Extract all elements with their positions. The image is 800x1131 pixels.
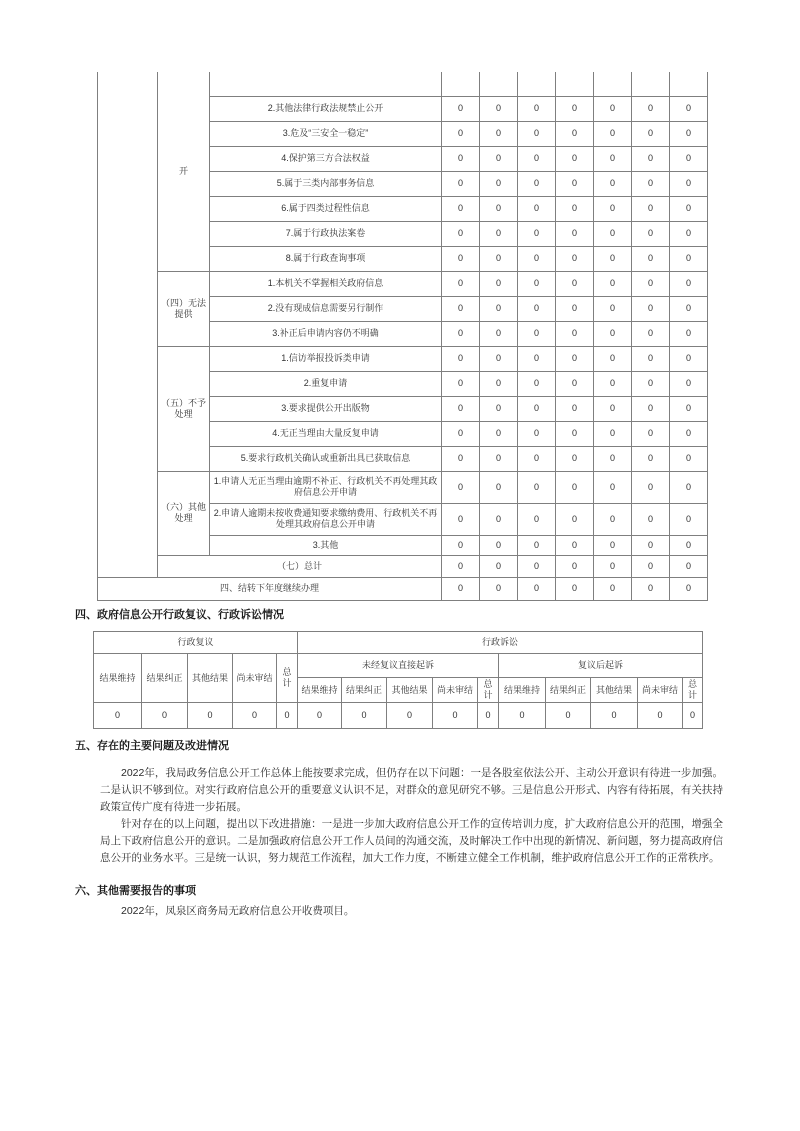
value-cell: 0 <box>683 703 703 729</box>
value-cell: 0 <box>518 535 556 555</box>
value-cell: 0 <box>594 146 632 171</box>
value-cell: 0 <box>480 421 518 446</box>
value-cell: 0 <box>442 96 480 121</box>
value-cell: 0 <box>594 96 632 121</box>
value-cell: 0 <box>594 121 632 146</box>
header-cell: 其他结果 <box>387 678 433 703</box>
value-cell: 0 <box>670 446 708 471</box>
value-cell: 0 <box>480 121 518 146</box>
value-cell: 0 <box>632 146 670 171</box>
header-cell: 结果维持 <box>94 654 142 703</box>
value-cell: 0 <box>594 396 632 421</box>
value-cell: 0 <box>556 96 594 121</box>
value-cell: 0 <box>670 121 708 146</box>
row-label-cell: 1.申请人无正当理由逾期不补正、行政机关不再处理其政府信息公开申请 <box>210 471 442 503</box>
carryover-row-label-cell: 四、结转下年度继续办理 <box>98 577 442 600</box>
value-cell: 0 <box>632 196 670 221</box>
value-cell: 0 <box>556 346 594 371</box>
left-spanning-cell <box>98 72 158 577</box>
value-cell: 0 <box>480 321 518 346</box>
value-cell: 0 <box>594 471 632 503</box>
value-cell: 0 <box>480 446 518 471</box>
value-cell: 0 <box>632 396 670 421</box>
section6-body <box>100 903 723 920</box>
value-cell: 0 <box>594 503 632 535</box>
row-label-cell: 6.属于四类过程性信息 <box>210 196 442 221</box>
value-cell: 0 <box>670 171 708 196</box>
value-cell: 0 <box>638 703 683 729</box>
value-cell: 0 <box>632 503 670 535</box>
value-cell: 0 <box>442 346 480 371</box>
value-cell: 0 <box>556 321 594 346</box>
value-cell: 0 <box>556 503 594 535</box>
header-cell: 其他结果 <box>591 678 638 703</box>
value-cell: 0 <box>632 96 670 121</box>
value-cell: 0 <box>556 246 594 271</box>
table-row <box>98 346 708 371</box>
row-label-cell <box>210 72 442 96</box>
header-cell: 尚未审结 <box>433 678 478 703</box>
value-cell: 0 <box>518 271 556 296</box>
value-cell: 0 <box>480 246 518 271</box>
value-cell: 0 <box>499 703 546 729</box>
total-row-label-cell: （七）总计 <box>158 555 442 577</box>
review-litigation-table <box>93 631 703 729</box>
table-row <box>94 632 703 654</box>
value-cell: 0 <box>442 296 480 321</box>
group-label-cell: （四）无法提供 <box>158 271 210 346</box>
value-cell: 0 <box>518 471 556 503</box>
value-cell: 0 <box>94 703 142 729</box>
value-cell: 0 <box>670 271 708 296</box>
header-cell: 尚未审结 <box>638 678 683 703</box>
value-cell: 0 <box>632 171 670 196</box>
value-cell: 0 <box>556 471 594 503</box>
value-cell: 0 <box>442 471 480 503</box>
section6-heading: 六、其他需要报告的事项 <box>75 885 196 897</box>
value-cell: 0 <box>594 196 632 221</box>
header-cell: 总计 <box>478 678 499 703</box>
header-cell: 结果纠正 <box>546 678 591 703</box>
row-label-cell: 2.重复申请 <box>210 371 442 396</box>
header-cell: 未经复议直接起诉 <box>298 654 499 678</box>
table-row <box>98 471 708 503</box>
value-cell: 0 <box>480 196 518 221</box>
value-cell: 0 <box>670 503 708 535</box>
row-label-cell: 2.申请人逾期未按收费通知要求缴纳费用、行政机关不再处理其政府信息公开申请 <box>210 503 442 535</box>
value-cell: 0 <box>594 296 632 321</box>
value-cell: 0 <box>556 371 594 396</box>
table-row <box>94 703 703 729</box>
value-cell: 0 <box>670 296 708 321</box>
value-cell: 0 <box>442 121 480 146</box>
value-cell: 0 <box>594 271 632 296</box>
section5-body <box>100 765 723 867</box>
row-label-cell: 7.属于行政执法案卷 <box>210 221 442 246</box>
value-cell: 0 <box>442 246 480 271</box>
value-cell: 0 <box>594 421 632 446</box>
section5-heading: 五、存在的主要问题及改进情况 <box>75 740 229 752</box>
header-cell: 尚未审结 <box>233 654 277 703</box>
section6-paragraph-1: 2022年，凤泉区商务局无政府信息公开收费项目。 <box>121 905 355 917</box>
value-cell: 0 <box>632 421 670 446</box>
value-cell: 0 <box>556 446 594 471</box>
value-cell: 0 <box>556 121 594 146</box>
value-cell: 0 <box>518 96 556 121</box>
value-cell: 0 <box>670 246 708 271</box>
value-cell: 0 <box>433 703 478 729</box>
value-cell <box>518 72 556 96</box>
group-label-cell: 开 <box>158 72 210 271</box>
header-cell: 总计 <box>277 654 298 703</box>
table-row <box>98 271 708 296</box>
row-label-cell: 5.要求行政机关确认或重新出具已获取信息 <box>210 446 442 471</box>
value-cell <box>480 72 518 96</box>
value-cell: 0 <box>480 471 518 503</box>
value-cell: 0 <box>556 535 594 555</box>
header-cell: 结果维持 <box>298 678 342 703</box>
table-row <box>98 72 708 96</box>
value-cell: 0 <box>233 703 277 729</box>
value-cell: 0 <box>556 577 594 600</box>
value-cell: 0 <box>478 703 499 729</box>
value-cell: 0 <box>594 555 632 577</box>
value-cell: 0 <box>546 703 591 729</box>
table-row <box>98 577 708 600</box>
value-cell: 0 <box>442 535 480 555</box>
row-label-cell: 3.补正后申请内容仍不明确 <box>210 321 442 346</box>
value-cell: 0 <box>480 171 518 196</box>
header-cell: 复议后起诉 <box>499 654 703 678</box>
value-cell: 0 <box>442 221 480 246</box>
value-cell: 0 <box>277 703 298 729</box>
value-cell: 0 <box>670 421 708 446</box>
value-cell: 0 <box>518 346 556 371</box>
value-cell: 0 <box>480 577 518 600</box>
value-cell: 0 <box>442 196 480 221</box>
value-cell: 0 <box>387 703 433 729</box>
value-cell: 0 <box>670 96 708 121</box>
section5-paragraph-2: 针对存在的以上问题，提出以下改进措施：一是进一步加大政府信息公开工作的宣传培训力度，扩大政府信息公开的范围，增强全局上下政府信息公开的意识。二是加强政府信息公开工作人员间的沟通交流，及时解决工作中出现的新情况、新问题，努力提高政府信息公开的业务水平。三是统一认识，努力规范工作流程，加大工作力度，不断建立健全工作机制，维护政府信息公开工作的正常秩序。 <box>100 818 723 864</box>
value-cell: 0 <box>670 577 708 600</box>
value-cell: 0 <box>632 296 670 321</box>
value-cell: 0 <box>670 346 708 371</box>
value-cell: 0 <box>594 446 632 471</box>
value-cell: 0 <box>518 321 556 346</box>
disclosure-applications-table <box>97 72 708 601</box>
value-cell: 0 <box>480 555 518 577</box>
value-cell: 0 <box>442 577 480 600</box>
value-cell: 0 <box>556 221 594 246</box>
value-cell: 0 <box>670 535 708 555</box>
value-cell: 0 <box>518 503 556 535</box>
value-cell: 0 <box>442 171 480 196</box>
value-cell: 0 <box>632 371 670 396</box>
value-cell: 0 <box>594 221 632 246</box>
value-cell: 0 <box>556 396 594 421</box>
header-cell: 结果纠正 <box>142 654 188 703</box>
value-cell: 0 <box>480 396 518 421</box>
value-cell: 0 <box>670 146 708 171</box>
row-label-cell: 2.其他法律行政法规禁止公开 <box>210 96 442 121</box>
value-cell: 0 <box>594 577 632 600</box>
value-cell: 0 <box>670 196 708 221</box>
header-cell: 总计 <box>683 678 703 703</box>
value-cell: 0 <box>670 396 708 421</box>
value-cell: 0 <box>556 555 594 577</box>
value-cell: 0 <box>594 535 632 555</box>
section4-heading: 四、政府信息公开行政复议、行政诉讼情况 <box>75 609 284 621</box>
value-cell: 0 <box>632 271 670 296</box>
value-cell <box>670 72 708 96</box>
row-label-cell: 3.危及“三安全一稳定” <box>210 121 442 146</box>
value-cell: 0 <box>480 96 518 121</box>
value-cell: 0 <box>594 321 632 346</box>
value-cell: 0 <box>480 535 518 555</box>
table-row <box>98 555 708 577</box>
value-cell: 0 <box>670 555 708 577</box>
value-cell: 0 <box>518 146 556 171</box>
value-cell: 0 <box>518 577 556 600</box>
value-cell: 0 <box>188 703 233 729</box>
value-cell: 0 <box>632 346 670 371</box>
row-label-cell: 4.无正当理由大量反复申请 <box>210 421 442 446</box>
value-cell: 0 <box>480 221 518 246</box>
value-cell: 0 <box>556 146 594 171</box>
value-cell: 0 <box>518 246 556 271</box>
value-cell: 0 <box>442 503 480 535</box>
value-cell: 0 <box>594 171 632 196</box>
value-cell: 0 <box>518 171 556 196</box>
value-cell: 0 <box>632 446 670 471</box>
value-cell: 0 <box>442 371 480 396</box>
header-cell: 行政复议 <box>94 632 298 654</box>
table-row <box>94 654 703 678</box>
value-cell: 0 <box>556 196 594 221</box>
value-cell: 0 <box>632 321 670 346</box>
value-cell <box>556 72 594 96</box>
value-cell: 0 <box>518 296 556 321</box>
value-cell: 0 <box>518 371 556 396</box>
value-cell: 0 <box>594 246 632 271</box>
value-cell: 0 <box>632 246 670 271</box>
row-label-cell: 4.保护第三方合法权益 <box>210 146 442 171</box>
value-cell: 0 <box>442 446 480 471</box>
row-label-cell: 5.属于三类内部事务信息 <box>210 171 442 196</box>
value-cell: 0 <box>556 296 594 321</box>
section5-paragraph-1: 2022年，我局政务信息公开工作总体上能按要求完成，但仍存在以下问题：一是各股室依法公开、主动公开意识有待进一步加强。二是认识不够到位。对实行政府信息公开的重要意义认识不足，对群众的意见研究不够。三是信息公开形式、内容有待拓展，有关扶持政策宣传广度有待进一步拓展。 <box>100 767 723 813</box>
value-cell: 0 <box>670 471 708 503</box>
value-cell: 0 <box>442 146 480 171</box>
value-cell: 0 <box>632 577 670 600</box>
header-cell: 其他结果 <box>188 654 233 703</box>
value-cell: 0 <box>632 121 670 146</box>
value-cell: 0 <box>442 421 480 446</box>
value-cell: 0 <box>480 371 518 396</box>
value-cell: 0 <box>480 271 518 296</box>
value-cell: 0 <box>298 703 342 729</box>
value-cell: 0 <box>480 296 518 321</box>
value-cell <box>442 72 480 96</box>
header-cell: 结果纠正 <box>342 678 387 703</box>
group-label-cell: （六）其他处理 <box>158 471 210 555</box>
value-cell: 0 <box>632 221 670 246</box>
row-label-cell: 3.其他 <box>210 535 442 555</box>
value-cell: 0 <box>518 396 556 421</box>
row-label-cell: 2.没有现成信息需要另行制作 <box>210 296 442 321</box>
row-label-cell: 3.要求提供公开出版物 <box>210 396 442 421</box>
value-cell: 0 <box>670 221 708 246</box>
value-cell: 0 <box>556 421 594 446</box>
value-cell: 0 <box>442 555 480 577</box>
value-cell: 0 <box>632 555 670 577</box>
value-cell: 0 <box>518 121 556 146</box>
value-cell: 0 <box>594 371 632 396</box>
value-cell: 0 <box>518 555 556 577</box>
row-label-cell: 8.属于行政查询事项 <box>210 246 442 271</box>
row-label-cell: 1.本机关不掌握相关政府信息 <box>210 271 442 296</box>
value-cell: 0 <box>591 703 638 729</box>
value-cell: 0 <box>518 221 556 246</box>
value-cell: 0 <box>480 503 518 535</box>
header-cell: 行政诉讼 <box>298 632 703 654</box>
value-cell <box>632 72 670 96</box>
value-cell: 0 <box>442 321 480 346</box>
value-cell: 0 <box>556 171 594 196</box>
row-label-cell: 1.信访举报投诉类申请 <box>210 346 442 371</box>
value-cell <box>594 72 632 96</box>
value-cell: 0 <box>518 196 556 221</box>
value-cell: 0 <box>670 371 708 396</box>
value-cell: 0 <box>556 271 594 296</box>
value-cell: 0 <box>632 471 670 503</box>
value-cell: 0 <box>142 703 188 729</box>
value-cell: 0 <box>518 421 556 446</box>
value-cell: 0 <box>670 321 708 346</box>
value-cell: 0 <box>342 703 387 729</box>
value-cell: 0 <box>442 271 480 296</box>
value-cell: 0 <box>594 346 632 371</box>
value-cell: 0 <box>518 446 556 471</box>
value-cell: 0 <box>632 535 670 555</box>
group-label-cell: （五）不予处理 <box>158 346 210 471</box>
value-cell: 0 <box>480 146 518 171</box>
header-cell: 结果维持 <box>499 678 546 703</box>
value-cell: 0 <box>480 346 518 371</box>
value-cell: 0 <box>442 396 480 421</box>
